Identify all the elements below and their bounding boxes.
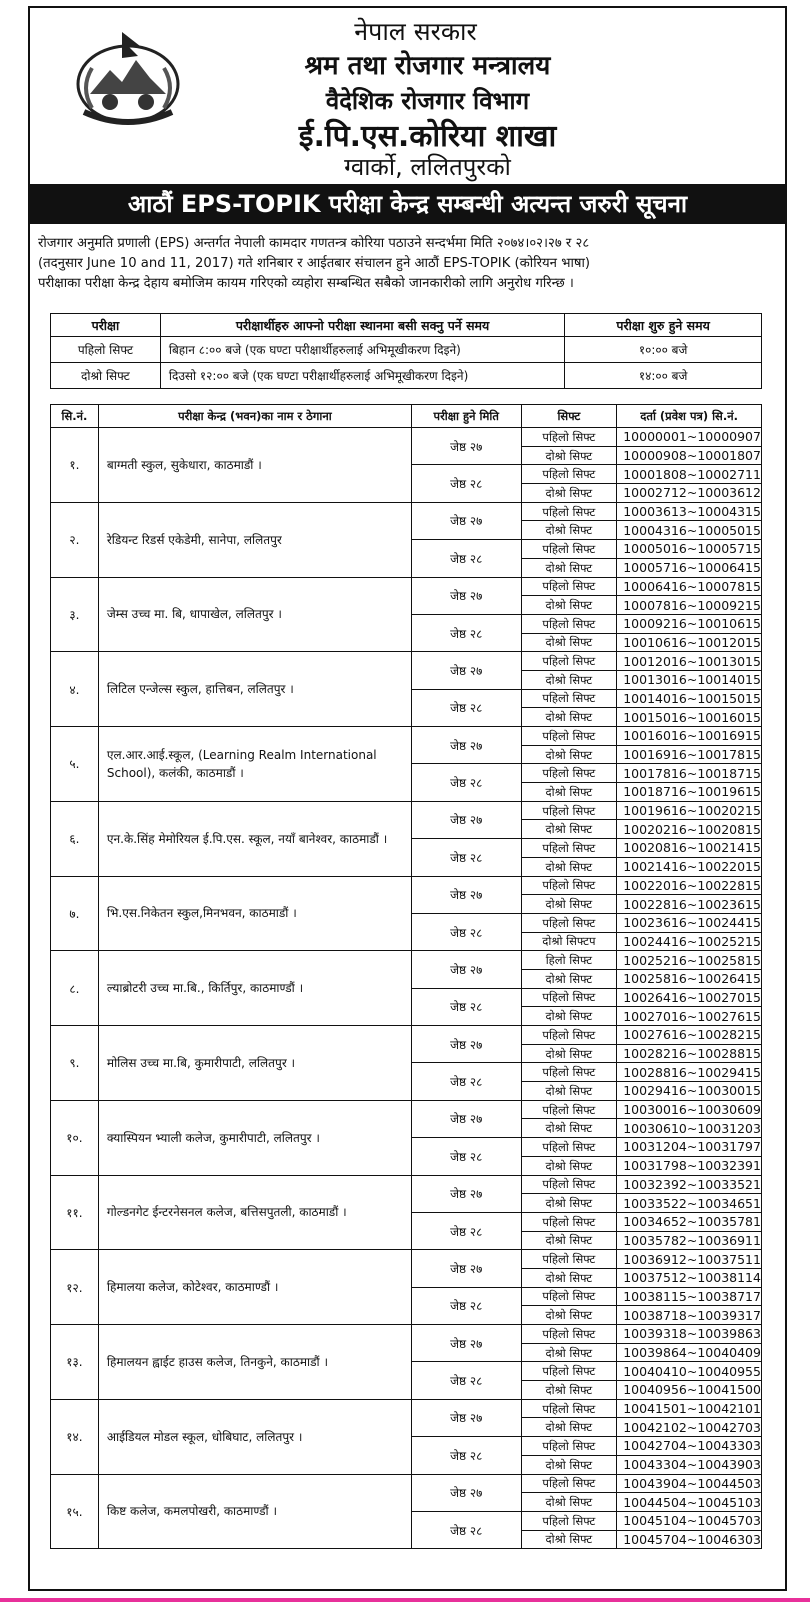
registration-range: 10016916~10017815	[617, 745, 762, 764]
start-time: १०:०० बजे	[565, 337, 762, 363]
center-name: हिमालया कलेज, कोटेश्वर, काठमाण्डौं ।	[98, 1250, 411, 1325]
exam-center-rows	[51, 428, 762, 1549]
exam-date: जेष्ठ २७	[411, 876, 521, 913]
registration-range: 10023616~10024415	[617, 913, 762, 932]
registration-range: 10032392~10033521	[617, 1175, 762, 1194]
exam-date: जेष्ठ २८	[411, 764, 521, 801]
registration-range: 10045104~10045703	[617, 1511, 762, 1530]
shift-name: पहिलो सिफ्ट	[521, 1325, 617, 1344]
shift-name: पहिलो सिफ्ट	[521, 465, 617, 484]
shift-name: हिलो सिफ्ट	[521, 951, 617, 970]
shift-name: दोश्रो सिफ्ट	[521, 1194, 617, 1213]
registration-range: 10038718~10039317	[617, 1306, 762, 1325]
shift-name: पहिलो सिफ्ट	[521, 1175, 617, 1194]
exam-date: जेष्ठ २८	[411, 465, 521, 502]
column-header: परीक्षा शुरु हुने समय	[565, 314, 762, 337]
exam-date: जेष्ठ २८	[411, 540, 521, 577]
shift-name: दोश्रो सिफ्ट	[521, 1418, 617, 1437]
column-header: परीक्षा	[51, 314, 161, 337]
letterhead	[30, 8, 785, 181]
serial-number: ३.	[51, 577, 99, 652]
registration-range: 10041501~10042101	[617, 1399, 762, 1418]
column-header: परीक्षा केन्द्र (भवन)का नाम र ठेगाना	[98, 405, 411, 428]
table-header-row	[51, 405, 762, 428]
serial-number: ११.	[51, 1175, 99, 1250]
registration-range: 10020216~10020815	[617, 820, 762, 839]
shift-name: पहिलो सिफ्ट	[521, 1063, 617, 1082]
report-time: दिउसो १२:०० बजे (एक घण्टा परीक्षार्थीहरुलाई अभिमूखीकरण दिइने)	[160, 363, 564, 389]
registration-range: 10019616~10020215	[617, 801, 762, 820]
registration-range: 10025816~10026415	[617, 969, 762, 988]
shift-name: पहिलो सिफ्ट	[521, 1138, 617, 1157]
shift-name: दोश्रो सिफ्ट	[521, 708, 617, 727]
registration-range: 10009216~10010615	[617, 614, 762, 633]
shift-name: पहिलो सिफ्ट	[521, 652, 617, 671]
table-row	[51, 876, 762, 895]
registration-range: 10020816~10021415	[617, 839, 762, 858]
registration-range: 10024416~10025215	[617, 932, 762, 951]
shift-name: दोश्रो सिफ्ट	[521, 1493, 617, 1512]
registration-range: 10040410~10040955	[617, 1362, 762, 1381]
registration-range: 10043304~10043903	[617, 1455, 762, 1474]
registration-range: 10007816~10009215	[617, 596, 762, 615]
serial-number: १५.	[51, 1474, 99, 1549]
center-name: आईडियल मोडल स्कूल, धोबिघाट, ललितपुर ।	[98, 1399, 411, 1474]
shift-name: पहिलो सिफ्ट	[521, 1250, 617, 1269]
shift-name: दोश्रो सिफ्ट	[521, 1156, 617, 1175]
table-row	[51, 951, 762, 970]
center-name: रेडियन्ट रिडर्स एकेडेमी, सानेपा, ललितपुर	[98, 502, 411, 577]
registration-range: 10006416~10007815	[617, 577, 762, 596]
registration-range: 10042704~10043303	[617, 1437, 762, 1456]
center-name: भि.एस.निकेतन स्कुल,मिनभवन, काठमाडौं ।	[98, 876, 411, 951]
registration-range: 10035782~10036911	[617, 1231, 762, 1250]
serial-number: ९.	[51, 1026, 99, 1101]
registration-range: 10036912~10037511	[617, 1250, 762, 1269]
center-name: ल्याब्रोटरी उच्च मा.बि., किर्तिपुर, काठमाण्डौं ।	[98, 951, 411, 1026]
shift-name: दोश्रो सिफ्ट	[521, 820, 617, 839]
table-row	[51, 727, 762, 746]
registration-range: 10013016~10014015	[617, 670, 762, 689]
registration-range: 10025216~10025815	[617, 951, 762, 970]
shift-name: पहिलो सिफ्ट	[521, 1287, 617, 1306]
intro-paragraph	[38, 234, 778, 294]
exam-date: जेष्ठ २७	[411, 502, 521, 539]
registration-range: 10001808~10002711	[617, 465, 762, 484]
column-header: परीक्षार्थीहरु आफ्नो परीक्षा स्थानमा बसी सक्नु पर्ने समय	[160, 314, 564, 337]
table-row	[51, 1474, 762, 1493]
exam-date: जेष्ठ २७	[411, 1100, 521, 1137]
shift-name: पहिलो सिफ्ट	[521, 876, 617, 895]
serial-number: ४.	[51, 652, 99, 727]
exam-date: जेष्ठ २८	[411, 1138, 521, 1175]
exam-date: जेष्ठ २७	[411, 577, 521, 614]
page-edge	[790, 0, 810, 1614]
shift-name: दोश्रो सिफ्ट	[521, 1119, 617, 1138]
shift-name: दोश्रो सिफ्ट	[521, 783, 617, 802]
registration-range: 10016016~10016915	[617, 727, 762, 746]
notice-title: आठौं EPS-TOPIK परीक्षा केन्द्र सम्बन्धी अत्यन्त जरुरी सूचना	[30, 184, 785, 224]
serial-number: १४.	[51, 1399, 99, 1474]
exam-date: जेष्ठ २८	[411, 913, 521, 950]
column-header: दर्ता (प्रवेश पत्र) सि.नं.	[617, 405, 762, 428]
serial-number: १२.	[51, 1250, 99, 1325]
registration-range: 10029416~10030015	[617, 1082, 762, 1101]
serial-number: ७.	[51, 876, 99, 951]
shift-name: दोश्रो सिफ्ट	[521, 670, 617, 689]
shift-name: दोश्रो सिफ्ट	[51, 363, 161, 389]
shift-name: दोश्रो सिफ्टप	[521, 932, 617, 951]
center-name: मोलिस उच्च मा.बि, कुमारीपाटी, ललितपुर ।	[98, 1026, 411, 1101]
exam-date: जेष्ठ २८	[411, 614, 521, 651]
registration-range: 10014016~10015015	[617, 689, 762, 708]
shift-name: दोश्रो सिफ्ट	[521, 558, 617, 577]
registration-range: 10015016~10016015	[617, 708, 762, 727]
exam-date: जेष्ठ २७	[411, 428, 521, 465]
serial-number: ६.	[51, 801, 99, 876]
shift-name: पहिलो सिफ्ट	[521, 1362, 617, 1381]
shift-name: दोश्रो सिफ्ट	[521, 1343, 617, 1362]
shift-name: पहिलो सिफ्ट	[521, 1212, 617, 1231]
shift-name: पहिलो सिफ्ट	[521, 1399, 617, 1418]
serial-number: १.	[51, 428, 99, 503]
registration-range: 10028816~10029415	[617, 1063, 762, 1082]
exam-date: जेष्ठ २७	[411, 1325, 521, 1362]
exam-date: जेष्ठ २७	[411, 1175, 521, 1212]
exam-date: जेष्ठ २७	[411, 1250, 521, 1287]
shift-name: दोश्रो सिफ्ट	[521, 1381, 617, 1400]
registration-range: 10027616~10028215	[617, 1026, 762, 1045]
table-row	[51, 428, 762, 447]
table-row	[51, 1399, 762, 1418]
registration-range: 10044504~10045103	[617, 1493, 762, 1512]
registration-range: 10030016~10030609	[617, 1100, 762, 1119]
intro-line: परीक्षाका परीक्षा केन्द्र देहाय बमोजिम कायम गरिएको व्यहोरा सम्बन्धित सबैको जानकारीको लागि अनुरोध गरिन्छ ।	[38, 276, 574, 291]
shift-name: दोश्रो सिफ्ट	[521, 969, 617, 988]
registration-range: 10004316~10005015	[617, 521, 762, 540]
shift-name: दोश्रो सिफ्ट	[521, 1268, 617, 1287]
exam-date: जेष्ठ २८	[411, 1511, 521, 1548]
registration-range: 10022016~10022815	[617, 876, 762, 895]
center-name: जेम्स उच्च मा. बि, धापाखेल, ललितपुर ।	[98, 577, 411, 652]
center-name: क्यास्पियन भ्याली कलेज, कुमारीपाटी, ललितपुर ।	[98, 1100, 411, 1175]
intro-line: रोजगार अनुमति प्रणाली (EPS) अन्तर्गत नेपाली कामदार गणतन्त्र कोरिया पठाउने सन्दर्भमा मिति २०७४।०२।२७ र २८	[38, 236, 590, 251]
start-time: १४:०० बजे	[565, 363, 762, 389]
exam-date: जेष्ठ २७	[411, 801, 521, 838]
shift-name: पहिलो सिफ्ट	[521, 764, 617, 783]
registration-range: 10040956~10041500	[617, 1381, 762, 1400]
center-name: एन.के.सिंह मेमोरियल ई.पि.एस. स्कूल, नयाँ बानेश्वर, काठमाडौं ।	[98, 801, 411, 876]
exam-date: जेष्ठ २८	[411, 988, 521, 1025]
registration-range: 10031204~10031797	[617, 1138, 762, 1157]
registration-range: 10038115~10038717	[617, 1287, 762, 1306]
shift-name: पहिलो सिफ्ट	[521, 540, 617, 559]
shift-name: दोश्रो सिफ्ट	[521, 1082, 617, 1101]
shift-name: पहिलो सिफ्ट	[521, 577, 617, 596]
exam-date: जेष्ठ २७	[411, 1026, 521, 1063]
shift-name: पहिलो सिफ्ट	[521, 988, 617, 1007]
registration-range: 10022816~10023615	[617, 895, 762, 914]
exam-date: जेष्ठ २७	[411, 1474, 521, 1511]
serial-number: १३.	[51, 1325, 99, 1400]
shift-name: दोश्रो सिफ्ट	[521, 1530, 617, 1549]
registration-range: 10005716~10006415	[617, 558, 762, 577]
exam-date: जेष्ठ २८	[411, 689, 521, 726]
shift-name: दोश्रो सिफ्ट	[521, 1231, 617, 1250]
exam-date: जेष्ठ २७	[411, 1399, 521, 1436]
center-name: लिटिल एन्जेल्स स्कुल, हात्तिबन, ललितपुर ।	[98, 652, 411, 727]
exam-date: जेष्ठ २८	[411, 1437, 521, 1474]
registration-range: 10030610~10031203	[617, 1119, 762, 1138]
shift-name: दोश्रो सिफ्ट	[521, 484, 617, 503]
office-address: ग्वार्को, ललितपुरको	[344, 153, 511, 181]
shift-name: दोश्रो सिफ्ट	[521, 446, 617, 465]
shift-name: दोश्रो सिफ्ट	[521, 1007, 617, 1026]
column-header: परीक्षा हुने मिति	[411, 405, 521, 428]
registration-range: 10002712~10003612	[617, 484, 762, 503]
serial-number: १०.	[51, 1100, 99, 1175]
shift-name: पहिलो सिफ्ट	[521, 614, 617, 633]
table-row	[51, 502, 762, 521]
table-row	[51, 577, 762, 596]
shift-name: दोश्रो सिफ्ट	[521, 1455, 617, 1474]
shift-name: दोश्रो सिफ्ट	[521, 1306, 617, 1325]
table-row	[51, 801, 762, 820]
shift-time-table	[50, 313, 762, 389]
exam-date: जेष्ठ २८	[411, 1362, 521, 1399]
registration-range: 10026416~10027015	[617, 988, 762, 1007]
shift-name: पहिलो सिफ्ट	[51, 337, 161, 363]
shift-name: दोश्रो सिफ्ट	[521, 596, 617, 615]
table-row	[51, 1100, 762, 1119]
table-row	[51, 363, 762, 389]
branch-name: ई.पि.एस.कोरिया शाखा	[298, 119, 557, 154]
exam-date: जेष्ठ २७	[411, 727, 521, 764]
shift-name: पहिलो सिफ्ट	[521, 1026, 617, 1045]
shift-name: पहिलो सिफ्ट	[521, 1511, 617, 1530]
shift-name: दोश्रो सिफ्ट	[521, 857, 617, 876]
registration-range: 10039864~10040409	[617, 1343, 762, 1362]
exam-center-table	[50, 404, 762, 1549]
registration-range: 10012016~10013015	[617, 652, 762, 671]
column-header: सिफ्ट	[521, 405, 617, 428]
shift-name: पहिलो सिफ्ट	[521, 1437, 617, 1456]
registration-range: 10018716~10019615	[617, 783, 762, 802]
table-row	[51, 1250, 762, 1269]
center-name: किष्ट कलेज, कमलपोखरी, काठमाण्डौं ।	[98, 1474, 411, 1549]
notice-frame	[28, 6, 787, 1591]
table-row	[51, 1175, 762, 1194]
registration-range: 10031798~10032391	[617, 1156, 762, 1175]
center-name: गोल्डनगेट ईन्टरनेसनल कलेज, बत्तिसपुतली, काठमाडौं ।	[98, 1175, 411, 1250]
serial-number: ८.	[51, 951, 99, 1026]
shift-name: पहिलो सिफ्ट	[521, 913, 617, 932]
exam-date: जेष्ठ २७	[411, 652, 521, 689]
table-row	[51, 1026, 762, 1045]
shift-name: दोश्रो सिफ्ट	[521, 633, 617, 652]
center-name: बाग्मती स्कुल, सुकेधारा, काठमाडौं ।	[98, 428, 411, 503]
registration-range: 10027016~10027615	[617, 1007, 762, 1026]
serial-number: ५.	[51, 727, 99, 802]
intro-line: (तदनुसार June 10 and 11, 2017) गते शनिबार र आईतबार संचालन हुने आठौं EPS-TOPIK (कोरियन भाषा)	[38, 256, 591, 271]
registration-range: 10045704~10046303	[617, 1530, 762, 1549]
registration-range: 10000908~10001807	[617, 446, 762, 465]
shift-name: पहिलो सिफ्ट	[521, 428, 617, 447]
exam-date: जेष्ठ २८	[411, 1212, 521, 1249]
exam-date: जेष्ठ २७	[411, 951, 521, 988]
table-row	[51, 337, 762, 363]
shift-name: पहिलो सिफ्ट	[521, 689, 617, 708]
registration-range: 10033522~10034651	[617, 1194, 762, 1213]
table-row	[51, 652, 762, 671]
shift-name: पहिलो सिफ्ट	[521, 839, 617, 858]
registration-range: 10010616~10012015	[617, 633, 762, 652]
shift-name: दोश्रो सिफ्ट	[521, 1044, 617, 1063]
registration-range: 10037512~10038114	[617, 1268, 762, 1287]
shift-name: पहिलो सिफ्ट	[521, 1100, 617, 1119]
column-header: सि.नं.	[51, 405, 99, 428]
shift-name: पहिलो सिफ्ट	[521, 801, 617, 820]
table-header-row	[51, 314, 762, 337]
exam-date: जेष्ठ २८	[411, 1287, 521, 1324]
registration-range: 10021416~10022015	[617, 857, 762, 876]
registration-range: 10005016~10005715	[617, 540, 762, 559]
report-time: बिहान ८:०० बजे (एक घण्टा परीक्षार्थीहरुलाई अभिमूखीकरण दिइने)	[160, 337, 564, 363]
registration-range: 10043904~10044503	[617, 1474, 762, 1493]
shift-name: पहिलो सिफ्ट	[521, 502, 617, 521]
government-name: नेपाल सरकार	[354, 17, 477, 46]
registration-range: 10028216~10028815	[617, 1044, 762, 1063]
serial-number: २.	[51, 502, 99, 577]
ministry-name: श्रम तथा रोजगार मन्त्रालय	[304, 51, 551, 81]
registration-range: 10017816~10018715	[617, 764, 762, 783]
shift-name: पहिलो सिफ्ट	[521, 1474, 617, 1493]
registration-range: 10042102~10042703	[617, 1418, 762, 1437]
registration-range: 10034652~10035781	[617, 1212, 762, 1231]
exam-date: जेष्ठ २८	[411, 839, 521, 876]
registration-range: 10003613~10004315	[617, 502, 762, 521]
footer-rule	[0, 1598, 810, 1602]
center-name: एल.आर.आई.स्कूल, (Learning Realm International School), कलंकी, काठमाडौं ।	[98, 727, 411, 802]
shift-name: दोश्रो सिफ्ट	[521, 895, 617, 914]
shift-name: पहिलो सिफ्ट	[521, 727, 617, 746]
registration-range: 10039318~10039863	[617, 1325, 762, 1344]
department-name: वैदेशिक रोजगार विभाग	[325, 87, 530, 115]
shift-name: दोश्रो सिफ्ट	[521, 745, 617, 764]
exam-date: जेष्ठ २८	[411, 1063, 521, 1100]
center-name: हिमालयन ह्वाईट हाउस कलेज, तिनकुने, काठमाडौं ।	[98, 1325, 411, 1400]
registration-range: 10000001~10000907	[617, 428, 762, 447]
shift-name: दोश्रो सिफ्ट	[521, 521, 617, 540]
table-row	[51, 1325, 762, 1344]
